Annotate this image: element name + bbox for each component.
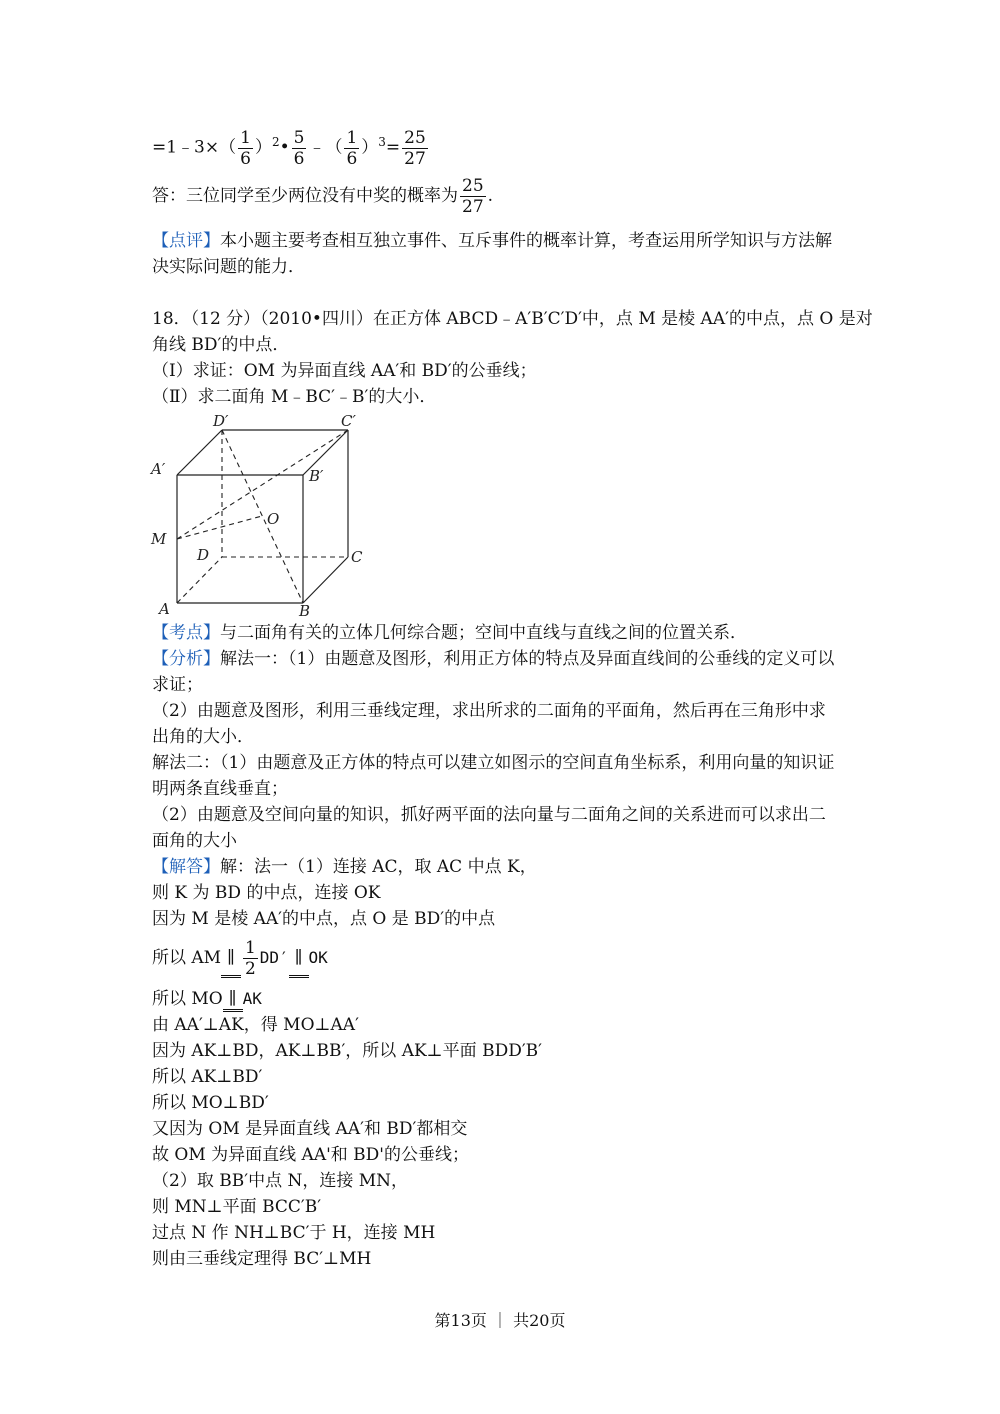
parallel-equal-symbol: ∥ (289, 938, 309, 978)
jieda-text: AK (242, 989, 262, 1008)
page-footer: 第13页 ｜ 共20页 (434, 1311, 566, 1330)
label-a: A (159, 600, 170, 618)
numerator: 1 (240, 127, 251, 148)
fenxi-line-4: 出角的大小． (152, 727, 254, 747)
segment-mo (177, 516, 262, 539)
cube-figure (145, 410, 375, 620)
edge-bc (303, 557, 348, 603)
numerator: 25 (462, 176, 484, 196)
parallel-equal-symbol: ∥ (223, 986, 243, 1012)
label-cp: C′ (341, 412, 356, 430)
fenxi-line-7: （2）由题意及空间向量的知识，抓好两平面的法向量与二面角之间的关系进而可以求出二 (152, 805, 826, 825)
edge-apdp (177, 430, 222, 475)
fenxi-line-5: 解法二：（1）由题意及正方体的特点可以建立如图示的空间直角坐标系，利用向量的知识证 (152, 753, 835, 773)
jieda-line-6: 由 AA′⊥AK，得 MO⊥AA′ (152, 1015, 359, 1035)
denominator: 2 (244, 959, 256, 979)
jieda-line-8: 所以 AK⊥BD′ (152, 1067, 263, 1087)
problem-line-1: 18．（12 分）（2010•四川）在正方体 ABCD﹣A′B′C′D′中，点 M 是棱 AA′的中点，点 O 是对 (152, 309, 873, 329)
jieda-text: DD′ (259, 948, 289, 967)
label-d: D (197, 546, 210, 564)
fenxi-line-6: 明两条直线垂直； (152, 779, 288, 799)
formula-text: ﹣（ (308, 137, 343, 158)
jieda-line-12: （2）取 BB′中点 N，连接 MN， (152, 1171, 409, 1191)
denominator: 27 (462, 197, 484, 217)
jieda-line-7: 因为 AK⊥BD，AK⊥BB′，所以 AK⊥平面 BDD′B′ (152, 1041, 543, 1061)
formula-text: • (279, 137, 290, 158)
answer-text: . (487, 186, 494, 206)
label-m: M (151, 530, 167, 548)
label-ap: A′ (151, 460, 166, 478)
jieda-line-2: 则 K 为 BD 的中点，连接 OK (152, 883, 381, 903)
comment-text: 本小题主要考查相互独立事件、互斥事件的概率计算，考查运用所学知识与方法解 (220, 231, 832, 251)
kaodian-line (152, 620, 747, 646)
fraction (344, 128, 359, 169)
jieda-text: 所以 AM (152, 948, 222, 968)
denominator: 27 (404, 148, 426, 169)
jieda-text: 解：法一（1）连接 AC，取 AC 中点 K， (220, 857, 537, 877)
fenxi-line-8: 面角的大小 (152, 831, 237, 851)
jieda-line-1 (152, 854, 537, 880)
fraction (238, 128, 253, 169)
comment-line-2: 决实际问题的能力． (152, 257, 305, 277)
answer-text: 答：三位同学至少两位没有中奖的概率为 (152, 186, 458, 206)
problem-part-1: （Ⅰ）求证：OM 为异面直线 AA′和 BD′的公垂线； (152, 361, 537, 381)
fraction (292, 128, 307, 169)
formula-text: =1﹣3×（ (152, 137, 237, 158)
jieda-text: 所以 MO (152, 989, 223, 1009)
jieda-line-14: 过点 N 作 NH⊥BC′于 H，连接 MH (152, 1223, 436, 1243)
fraction (460, 176, 486, 217)
diagonal-bdp (222, 430, 303, 603)
comment-line-1 (152, 228, 832, 254)
problem-line-2: 角线 BD′的中点． (152, 335, 290, 355)
comment-tag: 【点评】 (152, 231, 220, 251)
fraction (402, 128, 428, 169)
formula-line (152, 122, 430, 169)
numerator: 25 (404, 127, 426, 148)
kaodian-text: 与二面角有关的立体几何综合题；空间中直线与直线之间的位置关系． (220, 623, 747, 643)
formula-text: = (385, 137, 401, 158)
numerator: 1 (244, 938, 256, 958)
problem-part-2: （Ⅱ）求二面角 M﹣BC′﹣B′的大小． (152, 387, 437, 407)
jieda-line-15: 则由三垂线定理得 BC′⊥MH (152, 1249, 372, 1269)
parallel-equal-symbol: ∥ (221, 938, 241, 978)
label-o: O (267, 510, 280, 528)
formula-text: ） (254, 137, 272, 158)
exponent: 3 (378, 135, 386, 149)
jieda-line-5 (152, 986, 262, 1012)
jieda-line-3: 因为 M 是棱 AA′的中点，点 O 是 BD′的中点 (152, 909, 496, 929)
formula-text: ） (361, 137, 379, 158)
label-b: B (299, 602, 311, 620)
answer-line (152, 176, 493, 217)
exponent: 2 (271, 135, 280, 149)
fenxi-line-2: 求证； (152, 675, 203, 695)
denominator: 6 (346, 148, 358, 169)
jieda-line-9: 所以 MO⊥BD′ (152, 1093, 269, 1113)
denominator: 6 (293, 148, 305, 169)
jieda-tag: 【解答】 (152, 857, 220, 877)
label-c: C (351, 548, 363, 566)
jieda-line-11: 故 OM 为异面直线 AA'和 BD'的公垂线； (152, 1145, 469, 1165)
jieda-line-4 (152, 938, 328, 979)
label-dp: D′ (213, 412, 229, 430)
fenxi-text: 解法一：（1）由题意及图形，利用正方体的特点及异面直线间的公垂线的定义可以 (220, 649, 835, 669)
denominator: 6 (240, 148, 251, 169)
kaodian-tag: 【考点】 (152, 623, 220, 643)
fenxi-tag: 【分析】 (152, 649, 220, 669)
jieda-text: OK (308, 948, 328, 967)
fenxi-line-1 (152, 646, 834, 672)
fraction (243, 938, 258, 979)
numerator: 1 (346, 127, 358, 148)
numerator: 5 (293, 127, 305, 148)
label-bp: B′ (309, 467, 324, 485)
fenxi-line-3: （2）由题意及图形，利用三垂线定理，求出所求的二面角的平面角，然后再在三角形中求 (152, 701, 826, 721)
jieda-line-10: 又因为 OM 是异面直线 AA′和 BD′都相交 (152, 1119, 468, 1139)
jieda-line-13: 则 MN⊥平面 BCC′B′ (152, 1197, 322, 1217)
